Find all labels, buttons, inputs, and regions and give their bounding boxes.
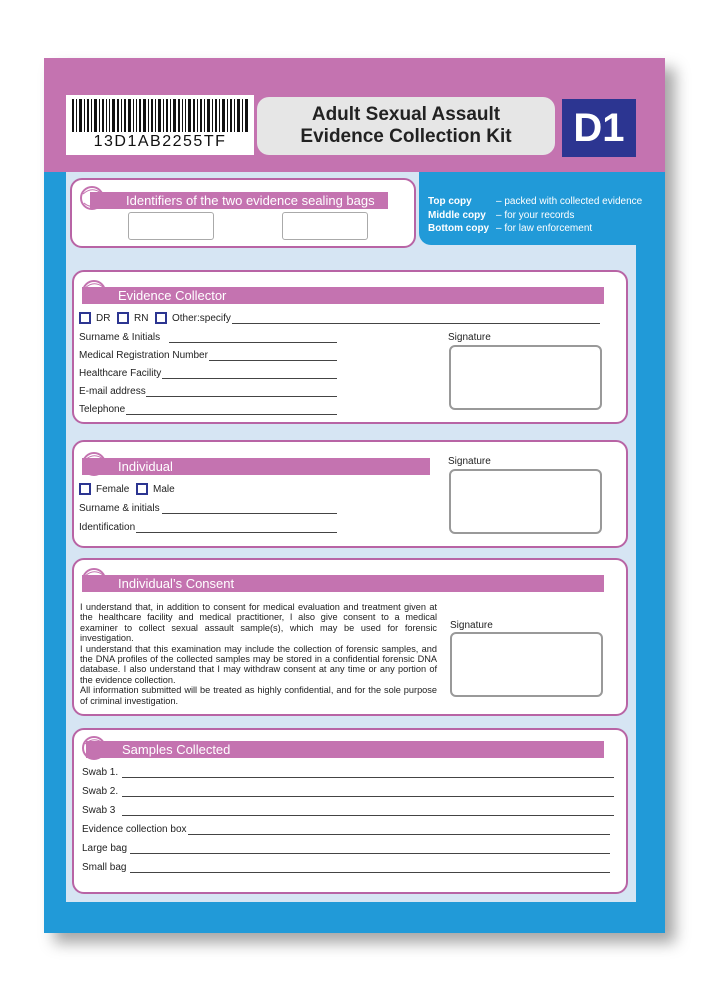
consent-title-bar [82,575,604,592]
kit-code-badge: D1 [562,99,636,157]
kit-title-line2: Evidence Collection Kit [300,126,512,147]
sealing-bags-section [70,178,416,248]
samples-title-bar [86,741,604,758]
samples-section [72,728,628,894]
swab-2-line[interactable] [122,796,614,797]
swab-1-line[interactable] [122,777,614,778]
swab-3-line[interactable] [122,815,614,816]
checkbox-rn-label: RN [134,313,149,324]
copy-row-top [428,195,642,209]
field-label: Large bag [82,843,128,854]
copy-text: – packed with collected evidence [496,196,643,207]
consent-signature-box[interactable] [450,632,603,697]
other-specify-line[interactable] [232,323,600,324]
surname-initials-line[interactable] [169,342,337,343]
sealing-bags-title-bar [90,192,388,209]
individual-signature-box[interactable] [449,469,602,534]
evidence-collector-title-bar [82,287,604,304]
consent-text [80,602,437,706]
copy-label: Middle copy [428,209,486,221]
collector-signature-label: Signature [448,332,491,343]
panel-cutout [419,245,636,265]
evidence-form [44,58,665,933]
kit-title [257,97,555,155]
copy-text: – for your records [496,209,575,221]
consent-section [72,558,628,716]
checkbox-other-label: Other:specify [172,313,231,324]
copy-row-middle [428,209,642,223]
field-label: Surname & Initials [79,332,161,343]
copy-row-bottom [428,222,642,236]
checkbox-dr-label: DR [96,313,111,324]
field-label: Swab 3 [82,805,116,816]
field-label: Small bag [82,862,127,873]
checkbox-female[interactable] [79,483,91,495]
sealing-bags-title: Identifiers of the two evidence sealing bags [126,193,375,208]
field-label: E-mail address [79,386,146,397]
checkbox-rn[interactable] [117,312,129,324]
barcode-bars-icon [72,99,248,132]
collector-signature-box[interactable] [449,345,602,410]
sealing-bag-1-input[interactable] [128,212,214,240]
field-label: Identification [79,522,136,533]
individual-title: Individual [118,459,173,474]
consent-paragraph: All information submitted will be treated as highly confidential, and for the sole purpose of criminal investigation. [80,685,437,706]
samples-title: Samples Collected [122,742,231,757]
checkbox-male-label: Male [153,484,175,495]
field-label: Swab 1. [82,767,119,778]
field-label: Evidence collection box [82,824,187,835]
evidence-collector-section [72,270,628,424]
checkbox-male[interactable] [136,483,148,495]
small-bag-line[interactable] [130,872,610,873]
medical-registration-line[interactable] [209,360,337,361]
individual-surname-line[interactable] [162,513,337,514]
field-label: Surname & initials [79,503,160,514]
consent-signature-label: Signature [450,620,493,631]
kit-title-line1: Adult Sexual Assault [311,104,501,125]
checkbox-female-label: Female [96,484,130,495]
copy-legend [428,195,642,236]
identification-line[interactable] [136,532,337,533]
copy-label: Top copy [428,196,472,207]
checkbox-other[interactable] [155,312,167,324]
form-header [44,58,665,172]
field-label: Medical Registration Number [79,350,208,361]
barcode-number: 13D1AB2255TF [93,133,227,150]
healthcare-facility-line[interactable] [162,378,337,379]
field-label: Telephone [79,404,126,415]
consent-title: Individual’s Consent [118,576,235,591]
individual-title-bar [82,458,430,475]
barcode [66,95,254,155]
individual-signature-label: Signature [448,456,491,467]
copy-label: Bottom copy [428,223,490,234]
consent-paragraph: I understand that this examination may include the collection of forensic samples, and the DNA profiles of the collected samples may be stored in a confidential forensic DNA database. I also understand that I may withdraw consent at any time or any portion of the evidence collection. [80,643,437,685]
email-line[interactable] [146,396,337,397]
telephone-line[interactable] [126,414,337,415]
individual-section [72,440,628,548]
evidence-box-line[interactable] [188,834,610,835]
sealing-bag-2-input[interactable] [282,212,368,240]
copy-text: – for law enforcement [496,223,593,234]
consent-paragraph: I understand that, in addition to consent for medical evaluation and treatment given at the healthcare facility and medical practitioner, I also give consent to a medical examiner to collect sexual assault sample(s), which may be used for forensic investigation. [80,602,437,644]
field-label: Healthcare Facility [79,368,162,379]
large-bag-line[interactable] [130,853,610,854]
checkbox-dr[interactable] [79,312,91,324]
evidence-collector-title: Evidence Collector [118,288,227,303]
field-label: Swab 2. [82,786,119,797]
